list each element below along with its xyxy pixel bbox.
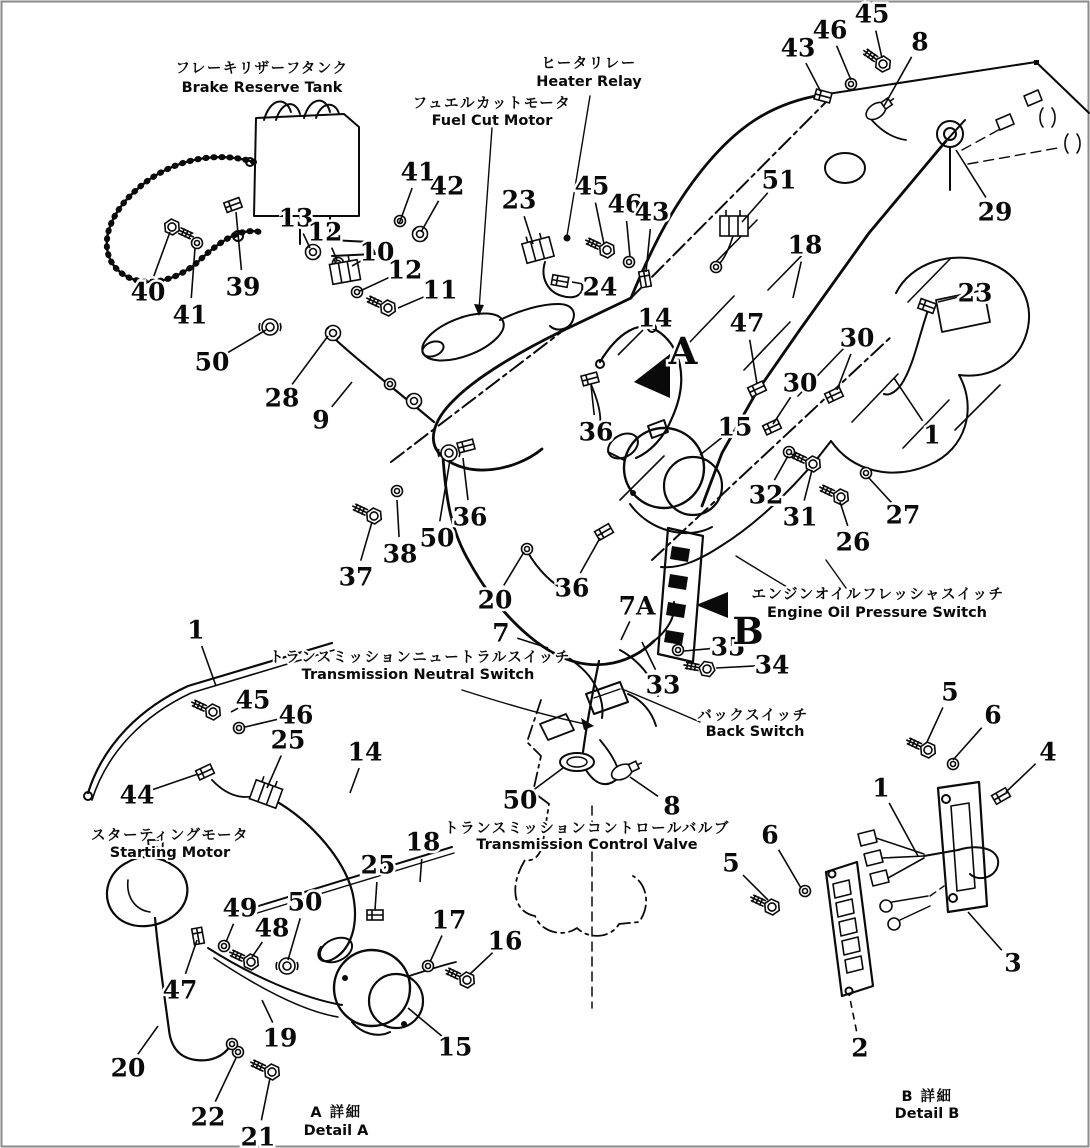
label-detail-b-en: Detail B — [894, 1106, 960, 1122]
washer-icon — [392, 486, 403, 497]
label-leaders — [462, 556, 846, 730]
callout-1: 1 — [187, 615, 205, 645]
leader-line — [793, 262, 801, 298]
detail-a-motor-drawing — [316, 933, 456, 1035]
leader-line — [227, 330, 266, 353]
leader-line — [742, 193, 768, 222]
control-valve-drawing — [515, 700, 646, 1008]
washer-icon — [192, 238, 203, 249]
sensor-icon — [863, 93, 898, 123]
callout-45: 45 — [854, 0, 890, 29]
bolt-icon — [363, 292, 398, 318]
callout-25: 25 — [270, 725, 306, 755]
grommet-icon — [438, 445, 460, 461]
callout-46: 46 — [607, 189, 643, 219]
bolt-icon — [442, 964, 477, 990]
leader-line — [627, 221, 630, 257]
pressure-switch-plate — [658, 528, 703, 662]
clip-icon — [457, 439, 475, 453]
washer-icon — [624, 257, 635, 268]
leader-line — [953, 728, 982, 760]
label-starting-motor-jp: スターティングモータ — [91, 828, 249, 844]
label-transmission-neutral-switch-en: Transmission Neutral Switch — [301, 667, 535, 683]
callout-10: 10 — [359, 237, 395, 267]
leader-line — [397, 500, 399, 537]
callout-41: 41 — [172, 300, 208, 330]
bolt-icon — [903, 734, 938, 760]
leader-line — [580, 538, 600, 573]
callout-28: 28 — [264, 383, 300, 413]
label-transmission-control-valve-en: Transmission Control Valve — [476, 837, 698, 853]
label-heater-relay-en: Heater Relay — [536, 74, 642, 90]
callout-27: 27 — [885, 500, 921, 530]
leader-line — [154, 232, 170, 276]
callout-51: 51 — [761, 165, 797, 195]
callout-50: 50 — [419, 523, 455, 553]
callout-41: 41 — [400, 157, 436, 187]
leader-line — [630, 777, 658, 796]
grommet-icon — [276, 958, 298, 974]
callout-14: 14 — [637, 303, 673, 333]
leader-line — [504, 552, 524, 585]
callout-9: 9 — [312, 405, 330, 435]
callout-20: 20 — [110, 1053, 146, 1083]
leader-line — [470, 953, 493, 974]
callout-47: 47 — [729, 308, 765, 338]
callout-49: 49 — [222, 893, 258, 923]
leader-line — [430, 935, 442, 962]
callout-8: 8 — [663, 791, 681, 821]
label-starting-motor-en: Starting Motor — [109, 845, 231, 861]
leader-line — [191, 248, 195, 298]
callout-7: 7 — [492, 618, 510, 648]
callout-50: 50 — [287, 887, 323, 917]
callout-46: 46 — [278, 700, 314, 730]
label-engine-oil-pressure-switch-en: Engine Oil Pressure Switch — [767, 605, 987, 621]
label-detail-a-en: Detail A — [303, 1123, 369, 1139]
label-heater-relay-jp: ヒータリレー — [541, 56, 637, 72]
callout-48: 48 — [254, 913, 290, 943]
view-b-arrow — [696, 592, 728, 618]
washer-icon — [352, 287, 363, 298]
leader-line — [215, 1058, 236, 1102]
leader-line — [927, 707, 943, 742]
label-detail-a-jp: A 詳細 — [310, 1105, 362, 1121]
callout-1: 1 — [872, 773, 890, 803]
callout-20: 20 — [477, 585, 513, 615]
view-b-letter: B — [732, 609, 764, 653]
leader-line — [420, 859, 422, 882]
callout-1: 1 — [923, 420, 941, 450]
callout-37: 37 — [338, 562, 374, 592]
callout-15: 15 — [437, 1032, 473, 1062]
bolt-icon — [747, 891, 782, 917]
clip-icon — [763, 419, 782, 435]
washer-icon — [673, 645, 684, 656]
leader-line — [849, 994, 857, 1031]
washer-icon — [948, 759, 959, 770]
washer-icon — [861, 468, 872, 479]
callout-7A: 7A — [618, 591, 656, 621]
leader-line — [956, 150, 986, 198]
leader-line — [288, 918, 300, 960]
clip-icon — [639, 270, 652, 287]
leader-line — [534, 768, 563, 790]
nut-icon — [413, 227, 428, 242]
callout-44: 44 — [119, 780, 155, 810]
washer-icon — [234, 723, 245, 734]
label-fuel-cut-motor-en: Fuel Cut Motor — [431, 113, 553, 129]
leader-line — [837, 46, 851, 80]
callout-12: 12 — [307, 217, 343, 247]
leader-line — [153, 774, 198, 789]
callout-13: 13 — [278, 203, 314, 233]
leader-line — [684, 649, 711, 651]
nut-icon — [326, 326, 341, 341]
callout-5: 5 — [941, 677, 959, 707]
callout-38: 38 — [382, 539, 418, 569]
callout-45: 45 — [235, 685, 271, 715]
leader-line — [267, 756, 281, 788]
device-icon — [720, 210, 748, 236]
callout-35: 35 — [710, 632, 746, 662]
detail-b-drawing — [826, 782, 998, 996]
callout-34: 34 — [754, 650, 790, 680]
clip-icon — [551, 275, 568, 288]
callout-30: 30 — [782, 368, 818, 398]
callout-26: 26 — [835, 527, 871, 557]
leader-line — [837, 354, 851, 390]
washer-icon — [846, 79, 857, 90]
callout-33: 33 — [645, 670, 681, 700]
clip-icon — [581, 372, 599, 386]
leader-line — [804, 470, 812, 501]
callout-12: 12 — [387, 255, 423, 285]
callout-6: 6 — [984, 700, 1002, 730]
label-detail-b-jp: B 詳細 — [901, 1089, 953, 1105]
callout-36: 36 — [578, 417, 614, 447]
view-a-letter: A — [668, 329, 698, 373]
callout-23: 23 — [501, 185, 537, 215]
callout-32: 32 — [748, 480, 784, 510]
callout-45: 45 — [574, 171, 610, 201]
clip-icon — [918, 299, 936, 314]
callout-21: 21 — [240, 1122, 276, 1148]
callout-18: 18 — [405, 827, 441, 857]
callout-15: 15 — [717, 412, 753, 442]
label-transmission-neutral-switch-jp: トランスミッションニュートラルスイッチ — [269, 650, 571, 666]
leader-line — [185, 940, 197, 974]
leader-line — [138, 1026, 158, 1054]
leader-line — [375, 882, 377, 910]
clip-icon — [224, 198, 242, 213]
washer-icon — [219, 941, 230, 952]
callout-40: 40 — [130, 277, 166, 307]
clip-icon — [196, 764, 215, 780]
callout-30: 30 — [839, 323, 875, 353]
leader-line — [361, 522, 372, 561]
leader-line — [398, 297, 424, 308]
leader-line — [332, 382, 352, 407]
callout-2: 2 — [851, 1033, 869, 1063]
nut-icon — [306, 245, 321, 260]
bolt-icon — [816, 481, 851, 507]
leader-line — [360, 277, 390, 291]
leader-line — [716, 666, 755, 668]
bolt-icon — [349, 500, 384, 526]
leader-line — [806, 63, 821, 92]
view-a-arrow — [634, 354, 670, 398]
callout-6: 6 — [761, 820, 779, 850]
leader-line — [774, 456, 788, 480]
clip-icon — [192, 927, 205, 944]
callout-5: 5 — [722, 848, 740, 878]
clip-icon — [367, 910, 383, 920]
callout-47: 47 — [162, 975, 198, 1005]
callout-25: 25 — [360, 850, 396, 880]
clip-icon — [814, 89, 832, 103]
callout-16: 16 — [487, 926, 523, 956]
callout-50: 50 — [502, 785, 538, 815]
bolt-icon — [582, 234, 617, 260]
callout-43: 43 — [634, 197, 670, 227]
callout-11: 11 — [422, 275, 458, 305]
callout-8: 8 — [911, 27, 929, 57]
callout-17: 17 — [431, 905, 467, 935]
bolt-icon — [859, 45, 893, 75]
callout-36: 36 — [554, 573, 590, 603]
label-engine-oil-pressure-switch-jp: エンジンオイルフレッシャスイッチ — [751, 587, 1005, 603]
leader-line — [572, 282, 583, 284]
callout-50: 50 — [194, 347, 230, 377]
clip-icon — [825, 387, 844, 403]
leader-line — [350, 768, 359, 793]
callout-3: 3 — [1004, 948, 1022, 978]
callout-4: 4 — [1039, 737, 1057, 767]
leader-line — [773, 397, 791, 424]
bolt-icon — [247, 1056, 282, 1082]
label-back-switch-en: Back Switch — [705, 724, 805, 740]
leader-line — [595, 203, 604, 244]
leader-line — [463, 458, 468, 500]
callout-24: 24 — [582, 272, 618, 302]
washer-icon — [227, 1039, 238, 1050]
leader-line — [524, 216, 533, 244]
callout-29: 29 — [977, 197, 1013, 227]
leader-line — [868, 477, 891, 502]
callout-36: 36 — [452, 502, 488, 532]
leader-line — [618, 330, 643, 355]
leader-line — [1006, 764, 1036, 792]
device-icon — [328, 254, 360, 284]
device-icon — [520, 231, 554, 263]
leader-line — [252, 942, 262, 957]
leader-line — [968, 912, 1002, 950]
label-brake-reserve-tank-en: Brake Reserve Tank — [181, 80, 343, 96]
washer-icon — [423, 961, 434, 972]
leader-line — [621, 621, 630, 640]
nut-icon — [407, 394, 422, 409]
label-brake-reserve-tank-jp: フレーキリザーフタンク — [175, 61, 349, 77]
callout-14: 14 — [347, 737, 383, 767]
callout-42: 42 — [429, 171, 465, 201]
callout-39: 39 — [225, 272, 261, 302]
washer-icon — [784, 447, 795, 458]
leader-line — [292, 336, 328, 384]
leader-line — [894, 378, 923, 421]
callout-43: 43 — [780, 33, 816, 63]
washer-icon — [385, 379, 396, 390]
label-fuel-cut-motor-jp: フュエルカットモータ — [412, 96, 572, 112]
clip-icon — [595, 524, 614, 541]
callout-22: 22 — [190, 1102, 226, 1132]
leader-line — [226, 924, 234, 942]
leader-line — [840, 502, 848, 526]
leader-line — [262, 1000, 273, 1023]
washer-icon — [711, 262, 722, 273]
leader-line — [421, 201, 439, 232]
label-back-switch-jp: バックスイッチ — [697, 708, 809, 724]
leader-line — [646, 229, 650, 272]
callout-31: 31 — [782, 502, 818, 532]
callout-23: 23 — [957, 278, 993, 308]
leader-line — [876, 31, 882, 58]
callout-46: 46 — [812, 15, 848, 45]
callout-19: 19 — [262, 1023, 298, 1053]
callout-18: 18 — [787, 230, 823, 260]
callout-numbers-layer — [111, 0, 1057, 1148]
leader-line — [779, 850, 801, 888]
bolt-icon — [188, 696, 223, 722]
leader-line — [889, 803, 918, 856]
leader-line — [261, 1078, 270, 1120]
label-transmission-control-valve-jp: トランスミッションコントロールバルブ — [444, 821, 730, 837]
